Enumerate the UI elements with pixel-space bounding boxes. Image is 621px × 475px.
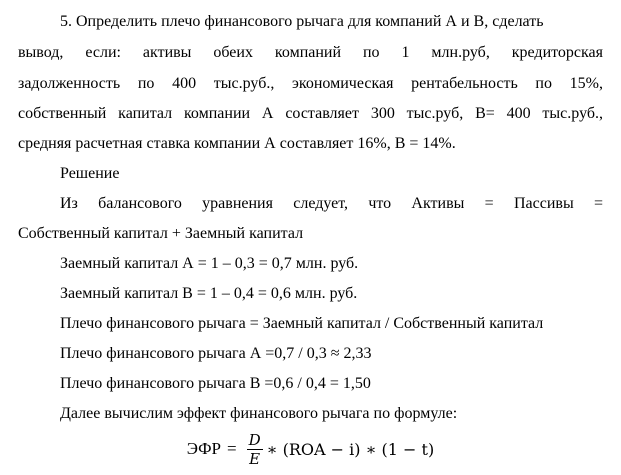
formula-equals: = [227, 439, 237, 458]
formula-numerator: D [248, 430, 261, 449]
problem-line-2: вывод, если: активы обеих компаний по 1 млн.руб, кредиторская [18, 44, 603, 61]
formula-rest: ∗ (ROA − i) ∗ (1 − t) [266, 439, 435, 459]
leverage-b: Плечо финансового рычага В =0,6 / 0,4 = 1,50 [60, 375, 371, 392]
leverage-a: Плечо финансового рычага А =0,7 / 0,3 ≈ 2,33 [60, 345, 372, 362]
formula-denominator: E [249, 449, 261, 468]
formula-fraction [247, 431, 263, 468]
balance-equation-line-1: Из балансового уравнения следует, что Активы = Пассивы = [60, 195, 603, 212]
dfl-formula [0, 427, 621, 471]
problem-line-3: задолженность по 400 тыс.руб., экономическая рентабельность по 15%, [18, 75, 603, 92]
loan-capital-a: Заемный капитал А = 1 – 0,3 = 0,7 млн. руб. [60, 255, 359, 272]
formula-lhs: ЭФР [186, 439, 221, 458]
problem-line-4: собственный капитал компании А составляет 300 тыс.руб, В= 400 тыс.руб., [18, 105, 603, 122]
solution-heading: Решение [60, 165, 120, 182]
next-step-text: Далее вычислим эффект финансового рычага по формуле: [60, 405, 458, 422]
leverage-definition: Плечо финансового рычага = Заемный капитал / Собственный капитал [60, 315, 544, 332]
balance-equation-line-2: Собственный капитал + Заемный капитал [18, 225, 304, 242]
loan-capital-b: Заемный капитал В = 1 – 0,4 = 0,6 млн. руб. [60, 285, 358, 302]
problem-line-5: средняя расчетная ставка компании А составляет 16%, В = 14%. [18, 135, 456, 152]
problem-line-1: 5. Определить плечо финансового рычага для компаний А и В, сделать [60, 13, 544, 30]
